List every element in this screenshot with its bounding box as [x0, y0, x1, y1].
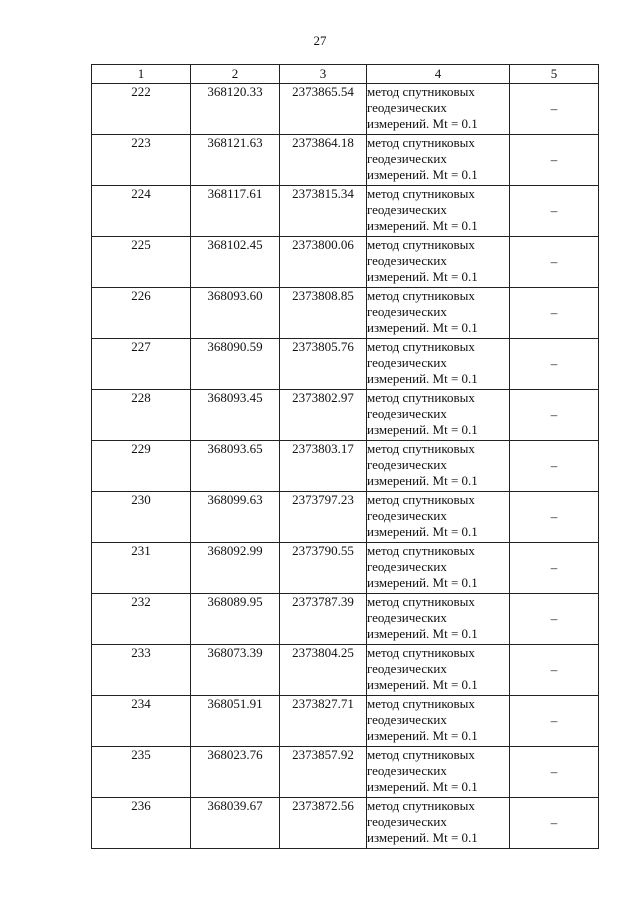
point-number: 232: [92, 594, 191, 645]
method-line: метод спутниковых: [367, 186, 475, 201]
coordinate-y: 2373787.39: [280, 594, 367, 645]
point-number: 228: [92, 390, 191, 441]
point-number: 236: [92, 798, 191, 849]
table-row: [92, 288, 599, 339]
method-description: [367, 186, 510, 237]
coordinate-x: 368051.91: [191, 696, 280, 747]
coordinate-x: 368090.59: [191, 339, 280, 390]
method-line: измерений. Mt = 0.1: [367, 473, 478, 488]
point-number: 233: [92, 645, 191, 696]
method-line: метод спутниковых: [367, 441, 475, 456]
method-line: метод спутниковых: [367, 237, 475, 252]
method-description: [367, 747, 510, 798]
coordinate-y: 2373805.76: [280, 339, 367, 390]
method-line: измерений. Mt = 0.1: [367, 524, 478, 539]
table-row: [92, 186, 599, 237]
point-number: 230: [92, 492, 191, 543]
coordinate-y: 2373803.17: [280, 441, 367, 492]
coordinate-x: 368099.63: [191, 492, 280, 543]
point-number: 227: [92, 339, 191, 390]
method-line: геодезических: [367, 814, 447, 829]
method-line: измерений. Mt = 0.1: [367, 779, 478, 794]
table-row: [92, 696, 599, 747]
table-row: [92, 237, 599, 288]
column-header-1: 1: [92, 65, 191, 84]
method-line: геодезических: [367, 100, 447, 115]
coordinate-y: 2373857.92: [280, 747, 367, 798]
method-description: [367, 696, 510, 747]
coordinate-y: 2373808.85: [280, 288, 367, 339]
method-line: измерений. Mt = 0.1: [367, 167, 478, 182]
method-line: измерений. Mt = 0.1: [367, 575, 478, 590]
method-line: геодезических: [367, 763, 447, 778]
table-row: [92, 492, 599, 543]
table-row: [92, 543, 599, 594]
coordinates-table: [91, 64, 599, 849]
coordinate-x: 368089.95: [191, 594, 280, 645]
method-description: [367, 543, 510, 594]
coordinate-x: 368102.45: [191, 237, 280, 288]
method-line: метод спутниковых: [367, 696, 475, 711]
method-line: измерений. Mt = 0.1: [367, 677, 478, 692]
coordinate-y: 2373804.25: [280, 645, 367, 696]
column-header-4: 4: [367, 65, 510, 84]
coordinate-x: 368121.63: [191, 135, 280, 186]
method-line: геодезических: [367, 508, 447, 523]
coordinate-x: 368093.60: [191, 288, 280, 339]
table-row: [92, 84, 599, 135]
accuracy-value: –: [510, 798, 599, 849]
method-description: [367, 492, 510, 543]
method-description: [367, 594, 510, 645]
method-line: геодезических: [367, 151, 447, 166]
method-line: измерений. Mt = 0.1: [367, 371, 478, 386]
table-row: [92, 798, 599, 849]
accuracy-value: –: [510, 288, 599, 339]
accuracy-value: –: [510, 696, 599, 747]
accuracy-value: –: [510, 645, 599, 696]
method-line: метод спутниковых: [367, 339, 475, 354]
method-line: геодезических: [367, 355, 447, 370]
method-line: метод спутниковых: [367, 645, 475, 660]
table-row: [92, 339, 599, 390]
method-line: измерений. Mt = 0.1: [367, 422, 478, 437]
method-line: метод спутниковых: [367, 594, 475, 609]
method-line: измерений. Mt = 0.1: [367, 830, 478, 845]
method-line: измерений. Mt = 0.1: [367, 728, 478, 743]
accuracy-value: –: [510, 594, 599, 645]
accuracy-value: –: [510, 84, 599, 135]
method-line: геодезических: [367, 253, 447, 268]
accuracy-value: –: [510, 237, 599, 288]
method-line: метод спутниковых: [367, 84, 475, 99]
method-line: геодезических: [367, 712, 447, 727]
coordinate-y: 2373790.55: [280, 543, 367, 594]
method-line: геодезических: [367, 610, 447, 625]
method-line: измерений. Mt = 0.1: [367, 626, 478, 641]
accuracy-value: –: [510, 441, 599, 492]
table-row: [92, 645, 599, 696]
method-line: геодезических: [367, 661, 447, 676]
point-number: 231: [92, 543, 191, 594]
table-row: [92, 390, 599, 441]
accuracy-value: –: [510, 390, 599, 441]
method-line: геодезических: [367, 457, 447, 472]
coordinate-x: 368093.65: [191, 441, 280, 492]
point-number: 229: [92, 441, 191, 492]
coordinate-x: 368073.39: [191, 645, 280, 696]
method-line: геодезических: [367, 406, 447, 421]
method-description: [367, 237, 510, 288]
coordinate-y: 2373802.97: [280, 390, 367, 441]
coordinate-y: 2373800.06: [280, 237, 367, 288]
table-row: [92, 135, 599, 186]
coordinate-y: 2373815.34: [280, 186, 367, 237]
method-line: геодезических: [367, 559, 447, 574]
table-body: [92, 65, 599, 849]
method-description: [367, 135, 510, 186]
point-number: 225: [92, 237, 191, 288]
table-row: [92, 594, 599, 645]
method-description: [367, 84, 510, 135]
method-line: метод спутниковых: [367, 135, 475, 150]
method-description: [367, 339, 510, 390]
accuracy-value: –: [510, 747, 599, 798]
column-header-3: 3: [280, 65, 367, 84]
coordinate-y: 2373865.54: [280, 84, 367, 135]
point-number: 234: [92, 696, 191, 747]
point-number: 235: [92, 747, 191, 798]
method-line: метод спутниковых: [367, 492, 475, 507]
coordinate-x: 368023.76: [191, 747, 280, 798]
coordinate-x: 368039.67: [191, 798, 280, 849]
coordinate-x: 368092.99: [191, 543, 280, 594]
accuracy-value: –: [510, 135, 599, 186]
coordinate-x: 368093.45: [191, 390, 280, 441]
method-description: [367, 288, 510, 339]
coordinate-y: 2373797.23: [280, 492, 367, 543]
coordinate-y: 2373872.56: [280, 798, 367, 849]
point-number: 222: [92, 84, 191, 135]
column-header-5: 5: [510, 65, 599, 84]
method-description: [367, 390, 510, 441]
method-line: метод спутниковых: [367, 798, 475, 813]
coordinate-x: 368117.61: [191, 186, 280, 237]
point-number: 226: [92, 288, 191, 339]
page-number: 27: [313, 33, 327, 48]
method-line: геодезических: [367, 202, 447, 217]
method-line: измерений. Mt = 0.1: [367, 218, 478, 233]
method-line: измерений. Mt = 0.1: [367, 269, 478, 284]
method-line: метод спутниковых: [367, 288, 475, 303]
coordinate-y: 2373864.18: [280, 135, 367, 186]
accuracy-value: –: [510, 339, 599, 390]
point-number: 224: [92, 186, 191, 237]
method-line: метод спутниковых: [367, 390, 475, 405]
table-row: [92, 441, 599, 492]
coordinate-x: 368120.33: [191, 84, 280, 135]
method-description: [367, 798, 510, 849]
method-line: метод спутниковых: [367, 543, 475, 558]
table-row: [92, 747, 599, 798]
method-description: [367, 645, 510, 696]
accuracy-value: –: [510, 186, 599, 237]
method-line: измерений. Mt = 0.1: [367, 320, 478, 335]
method-line: измерений. Mt = 0.1: [367, 116, 478, 131]
table-header-row: [92, 65, 599, 84]
method-line: геодезических: [367, 304, 447, 319]
point-number: 223: [92, 135, 191, 186]
method-line: метод спутниковых: [367, 747, 475, 762]
method-description: [367, 441, 510, 492]
accuracy-value: –: [510, 543, 599, 594]
coordinate-y: 2373827.71: [280, 696, 367, 747]
accuracy-value: –: [510, 492, 599, 543]
column-header-2: 2: [191, 65, 280, 84]
